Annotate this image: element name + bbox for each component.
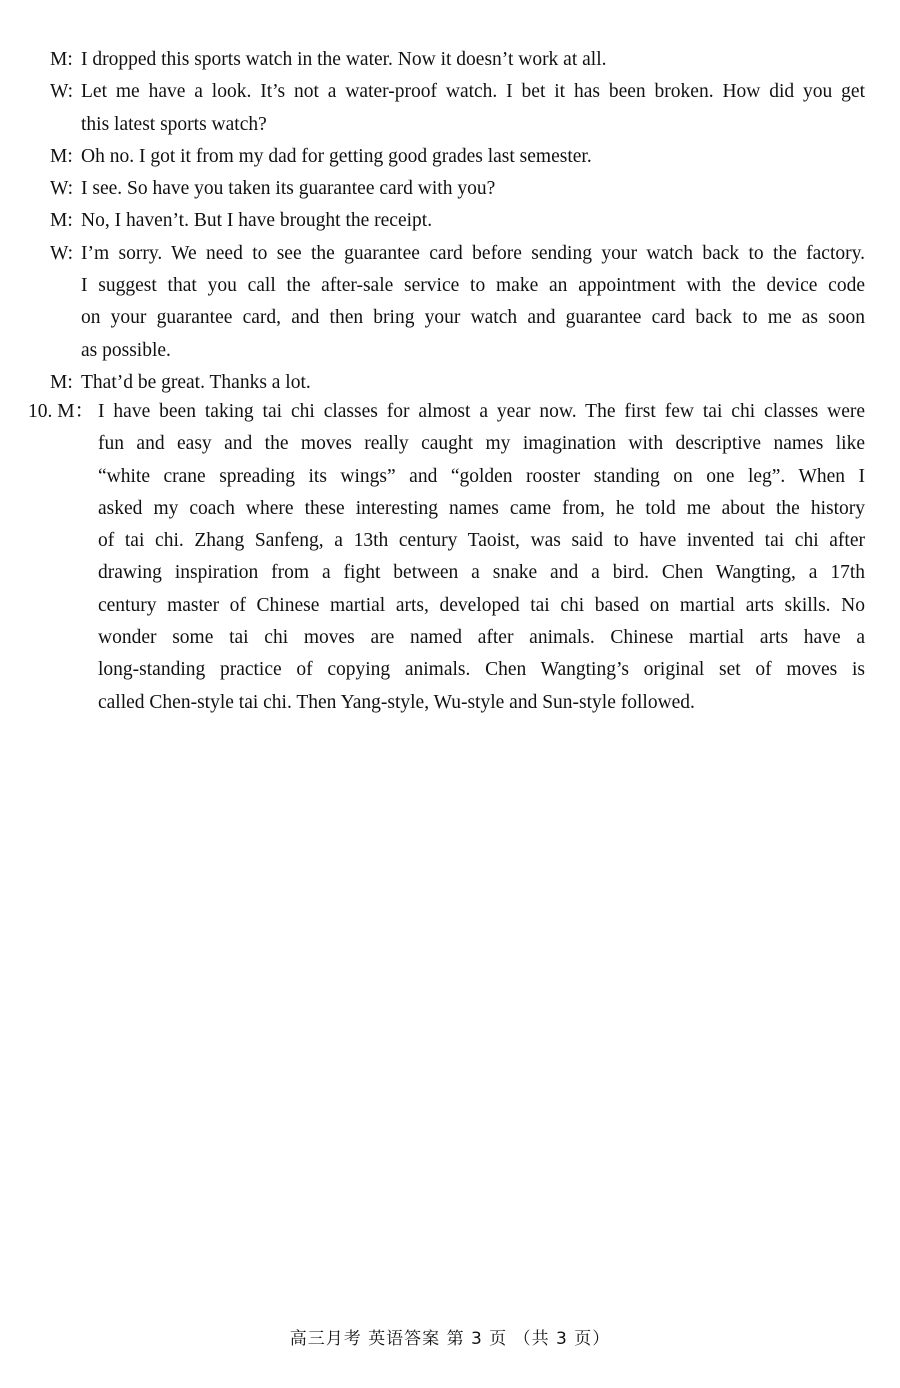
question-10-transcript: [28, 396, 865, 719]
transcript-line: “white crane spreading its wings” and “golden rooster standing on one leg”. When I: [98, 465, 865, 487]
speaker-label: W:: [50, 81, 74, 103]
dialogue-turn: [50, 141, 865, 173]
transcript-line: fun and easy and the moves really caught my imagination with descriptive names like: [98, 433, 865, 455]
transcript-line: of tai chi. Zhang Sanfeng, a 13th century Taoist, was said to have invented tai chi after: [98, 530, 865, 552]
dialogue-turn: [50, 238, 865, 367]
dialogue-line: as possible.: [81, 339, 171, 361]
dialogue-line: I’m sorry. We need to see the guarantee card before sending your watch back to the factory.: [81, 242, 865, 264]
transcript-line: long-standing practice of copying animals. Chen Wangting’s original set of moves is: [98, 659, 865, 681]
transcript-line: drawing inspiration from a fight between a snake and a bird. Chen Wangting, a 17th: [98, 562, 865, 584]
transcript-line: asked my coach where these interesting names came from, he told me about the history: [98, 497, 865, 519]
transcript-line: called Chen-style tai chi. Then Yang-style, Wu-style and Sun-style followed.: [98, 691, 695, 713]
dialogue-turn: [50, 44, 865, 76]
dialogue-line: I see. So have you taken its guarantee card with you?: [81, 178, 496, 200]
speaker-label: M:: [50, 371, 73, 393]
dialogue-line: No, I haven’t. But I have brought the receipt.: [81, 210, 433, 232]
speaker-label: W:: [50, 242, 74, 264]
dialogue-line: Oh no. I got it from my dad for getting good grades last semester.: [81, 145, 592, 167]
dialogue-line: I dropped this sports watch in the water. Now it doesn’t work at all.: [81, 49, 607, 70]
dialogue-turn: [50, 205, 865, 237]
dialogue-turn: [50, 367, 865, 399]
question-10-body: [98, 396, 865, 719]
speaker-label: M:: [50, 145, 73, 167]
dialogue-line: That’d be great. Thanks a lot.: [81, 371, 311, 393]
speaker-label: W:: [50, 178, 74, 200]
transcript-line: I have been taking tai chi classes for almost a year now. The first few tai chi classes were: [98, 401, 865, 422]
question-number-speaker: 10. M：: [28, 401, 95, 422]
dialogue-turn: [50, 173, 865, 205]
dialogue-line: I suggest that you call the after-sale service to make an appointment with the device code: [81, 275, 865, 297]
dialogue-line: on your guarantee card, and then bring your watch and guarantee card back to me as soon: [81, 307, 865, 329]
dialogue-section: [50, 44, 865, 399]
page-footer: 高三月考 英语答案 第 3 页 （共 3 页）: [289, 1329, 611, 1349]
transcript-line: wonder some tai chi moves are named after animals. Chinese martial arts have a: [98, 627, 865, 649]
transcript-line: century master of Chinese martial arts, developed tai chi based on martial arts skills. No: [98, 594, 865, 616]
dialogue-line: Let me have a look. It’s not a water-proof watch. I bet it has been broken. How did you get: [81, 81, 865, 103]
dialogue-line: this latest sports watch?: [81, 113, 267, 135]
speaker-label: M:: [50, 49, 73, 70]
speaker-label: M:: [50, 210, 73, 232]
dialogue-turn: [50, 76, 865, 141]
